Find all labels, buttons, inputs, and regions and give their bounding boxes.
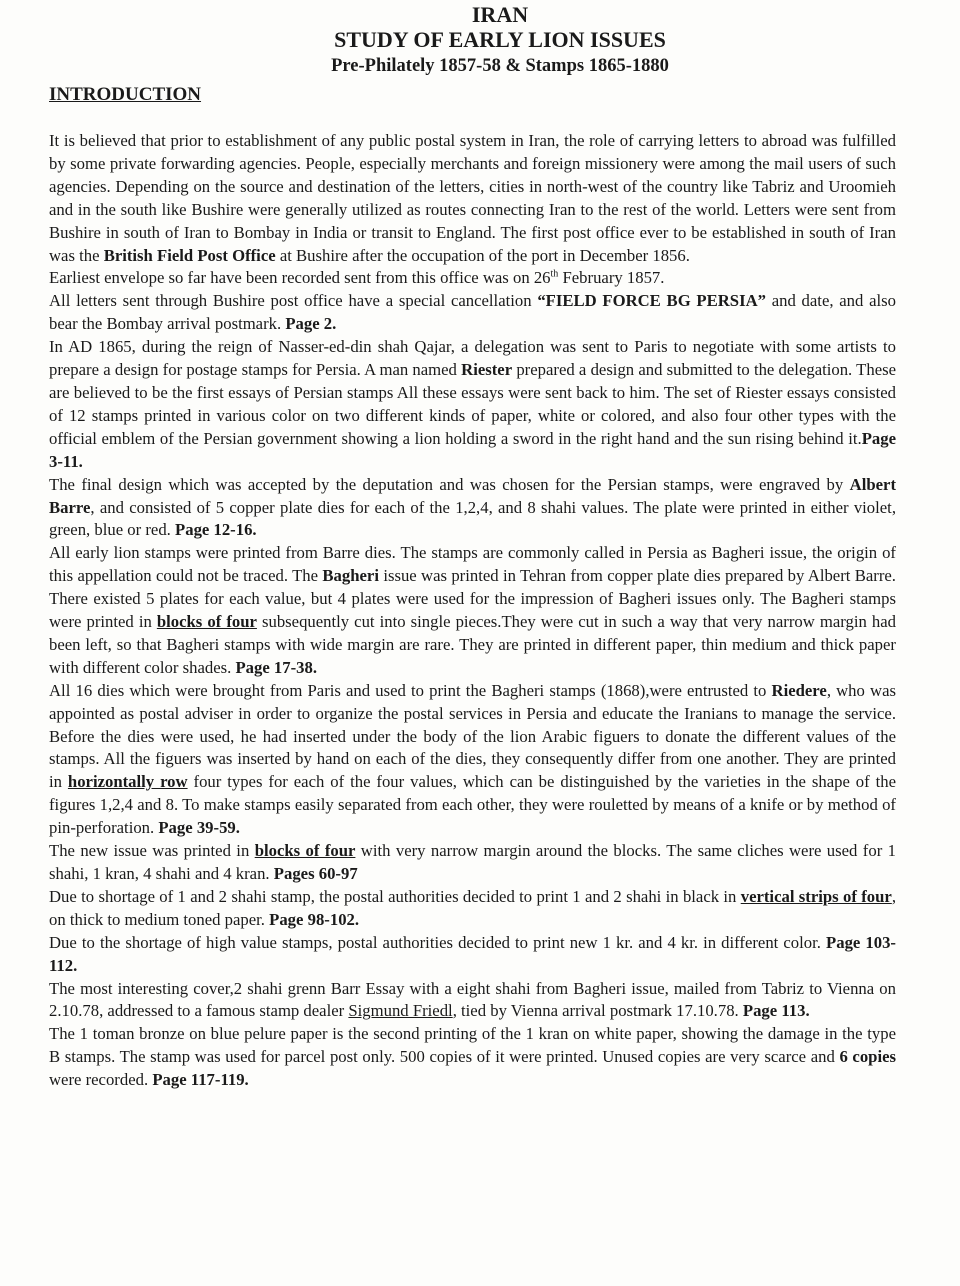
paragraph-text: with very narrow margin around the blocks. The same cliches were used for 1 shahi, 1 kran, 4 shahi and 4 kran. — [49, 841, 896, 883]
document-tagline: Pre-Philately 1857-58 & Stamps 1865-1880 — [331, 56, 669, 76]
document-subtitle: STUDY OF EARLY LION ISSUES — [334, 27, 666, 52]
paragraph-bagheri — [49, 542, 896, 679]
bold-text: Riedere — [771, 680, 827, 700]
bold-text: Bagheri — [322, 566, 379, 586]
paragraph-text: four types for each of the four values, which can be distinguished by the varieties in the shape of the figures 1,2,4 and 8. To make stamps easily separated from each other, they were rouletted by means of a knife or by method of pin-perforation. — [49, 772, 897, 838]
bold-text: Albert Barre — [49, 474, 896, 517]
paragraph-text: , on thick to medium toned paper. — [49, 886, 896, 929]
paragraph-text: subsequently cut into single pieces.They were cut in such a way that very narrow margin had been left, so that Bagheri stamps with wide margin are rare. They are printed in different paper, thin medium and thick paper with different color shades. — [49, 612, 896, 677]
paragraph-origins — [49, 130, 896, 267]
paragraph-text: Earliest envelope so far have been recorded sent from this office was on 26 — [49, 268, 551, 288]
paragraph-text: All letters sent through Bushire post office have a special cancellation — [49, 291, 538, 311]
paragraph-toman — [49, 1023, 896, 1092]
bold-text: “FIELD FORCE BG PERSIA” — [537, 291, 766, 311]
paragraph-text: In AD 1865, during the reign of Nasser-ed-din shah Qajar, a delegation was sent to Paris to negotiate with some artists to prepare a design for postage stamps for Persia. A man named — [49, 337, 896, 380]
bold-text: British Field Post Office — [103, 245, 276, 265]
document-body — [49, 130, 896, 1092]
paragraph-text: It is believed that prior to establishment of any public postal system in Iran, the role of carrying letters to abroad was fulfilled by some private forwarding agencies. People, especially merchants and foreign missionery were among the mail users of such agencies. Depending on the source and destination of the letters, cities in north-west of the country like Tabriz and Uroomieh and in the south like Bushire were generally utilized as routes connecting Iran to the rest of the world. Letters were sent from Bushire in south of Iran to Bombay in India or transit to England. The first post office ever to be established in south of Iran was the — [49, 131, 896, 265]
paragraph-riester — [49, 336, 896, 473]
paragraph-black-shahi — [49, 886, 896, 932]
paragraph-text: The final design which was accepted by the deputation and was chosen for the Persian stamps, were engraved by — [49, 474, 850, 494]
paragraph-text: , who was appointed as postal adviser in order to organize the postal services in Persia and educate the Iranians to manage the service. Before the dies were used, he had inserted under the body of the lion Arabic figuers to donate the different values of the stamps. All the figuers was inserted by hand on each of the dies, they consequently differ from one another. They are printed in — [49, 680, 896, 792]
page-reference: Page 17-38. — [235, 657, 318, 677]
paragraph-text: , tied by Vienna arrival postmark 17.10.78. — [452, 1001, 743, 1021]
document-title: IRAN — [471, 2, 529, 27]
paragraph-text: were recorded. — [49, 1070, 153, 1090]
underlined-name: Sigmund Friedl — [348, 1001, 453, 1021]
page-reference: Page 12-16. — [175, 520, 257, 540]
page-reference: Pages 60-97 — [273, 864, 358, 883]
paragraph-text: The most interesting cover,2 shahi grenn Barr Essay with a eight shahi from Bagheri issue, mailed from Tabriz to Vienna on 2.10.78, addressed to a famous stamp dealer — [49, 978, 896, 1021]
paragraph-text: and date, and also bear the Bombay arrival postmark. — [49, 291, 896, 334]
section-heading: INTRODUCTION — [49, 84, 202, 105]
paragraph-cover — [49, 978, 896, 1024]
underlined-text: vertical strips of four — [740, 886, 892, 906]
page-reference: Page 39-59. — [158, 818, 240, 838]
paragraph-earliest-envelope — [49, 267, 896, 290]
paragraph-text: All 16 dies which were brought from Paris and used to print the Bagheri stamps (1868),were entrusted to — [49, 680, 772, 700]
bold-text: 6 copies — [839, 1047, 896, 1067]
page-reference: Page 2. — [285, 314, 337, 334]
paragraph-text: February 1857. — [558, 268, 665, 288]
page-reference: Page 103-112. — [49, 932, 896, 975]
paragraph-text: The 1 toman bronze on blue pelure paper is the second printing of the 1 kran on white paper, showing the damage in the type B stamps. The stamp was used for parcel post only. 500 copies of it were printed. Unused copies are very scarce and — [49, 1024, 896, 1067]
paragraph-new-issue — [49, 840, 896, 886]
paragraph-text: issue was printed in Tehran from copper plate dies prepared by Albert Barre. There existed 5 plates for each value, but 4 plates were used for the impression of Bagheri issues only. The Bagheri stamps were printed in — [49, 566, 896, 632]
page-reference: Page 98-102. — [269, 909, 360, 929]
paragraph-text: , and consisted of 5 copper plate dies for each of the 1,2,4, and 8 shahi values. The plate were printed in either violet, green, blue or red. — [49, 497, 896, 540]
paragraph-cancellation — [49, 290, 896, 336]
superscript: th — [550, 268, 559, 280]
paragraph-text: Due to the shortage of high value stamps, postal authorities decided to print new 1 kr. and 4 kr. in different color. — [49, 932, 827, 952]
paragraph-riedere — [49, 680, 896, 840]
paragraph-text: All early lion stamps were printed from Barre dies. The stamps are commonly called in Persia as Bagheri issue, the origin of this appellation could not be traced. The — [49, 543, 896, 586]
underlined-text: blocks of four — [156, 612, 257, 632]
paragraph-barre — [49, 474, 896, 543]
paragraph-text: The new issue was printed in — [49, 841, 255, 861]
underlined-text: horizontally row — [67, 772, 188, 792]
paragraph-high-value — [49, 932, 896, 978]
paragraph-text: at Bushire after the occupation of the port in December 1856. — [275, 245, 690, 265]
page-reference: Page 117-119. — [152, 1070, 249, 1090]
page-reference: Page 3-11. — [49, 428, 896, 471]
paragraph-text: prepared a design and submitted to the delegation. These are believed to be the first essays of Persian stamps All these essays were sent back to him. The set of Riester essays consisted of 12 stamps printed in various color on two different kinds of paper, white or colored, and also four other types with the official emblem of the Persian government showing a lion holding a sword in the right hand and the sun rising behind it. — [49, 360, 897, 448]
bold-text: Riester — [461, 360, 513, 380]
paragraph-text: Due to shortage of 1 and 2 shahi stamp, the postal authorities decided to print 1 and 2 shahi in black in — [49, 886, 741, 906]
underlined-text: blocks of four — [254, 841, 356, 861]
page-reference: Page 113. — [742, 1001, 810, 1021]
